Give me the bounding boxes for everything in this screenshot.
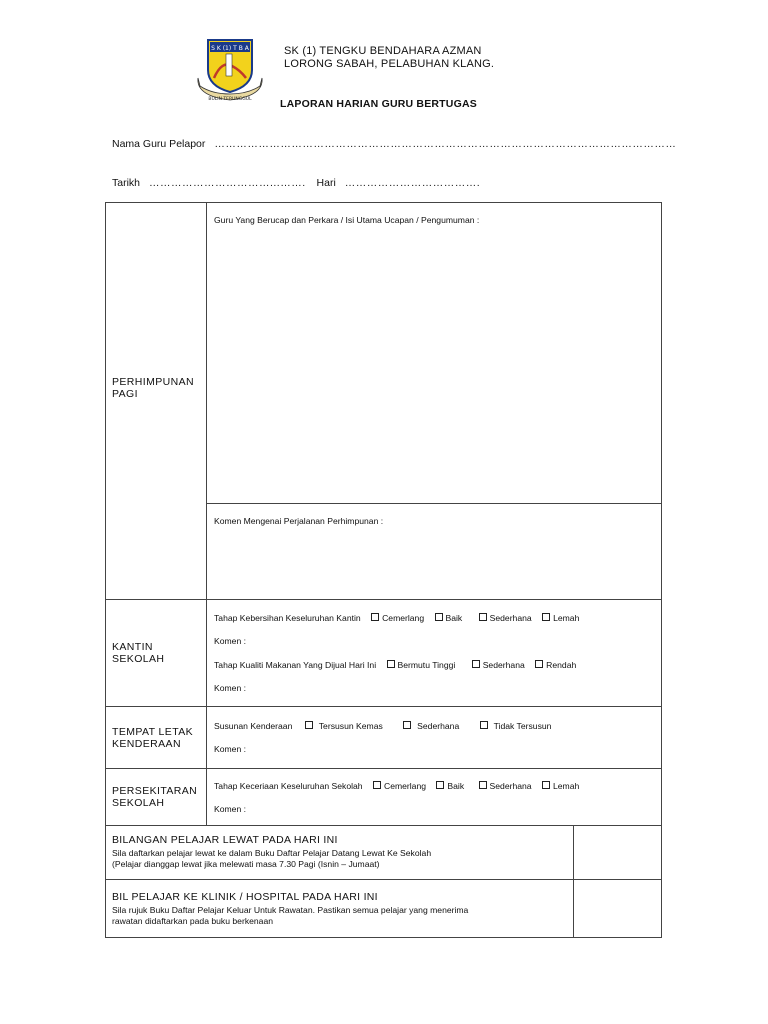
checkbox-sederhana[interactable] — [479, 613, 487, 621]
school-crest-logo — [188, 36, 272, 104]
checkbox-tersusun-kemas[interactable] — [305, 721, 313, 729]
checkbox-lemah[interactable] — [542, 781, 550, 789]
count-column-divider — [573, 825, 574, 938]
checkbox-tidak-tersusun[interactable] — [480, 721, 488, 729]
assembly-comment-input[interactable] — [208, 530, 660, 596]
option-label: Sederhana — [482, 660, 525, 670]
logo-top-text: S K (1) T B A — [211, 45, 249, 52]
option-label: Bermutu Tinggi — [397, 660, 456, 670]
clinic-students-count-input[interactable] — [575, 881, 660, 936]
assembly-label: PERHIMPUNAN PAGI — [112, 376, 194, 400]
checkbox-baik[interactable] — [435, 613, 443, 621]
assembly-speaker-input[interactable] — [208, 228, 660, 500]
checkbox-cemerlang[interactable] — [373, 781, 381, 789]
checkbox-cemerlang[interactable] — [371, 613, 379, 621]
reporter-dots: ……………………………………………………………………………………………………………… — [214, 138, 677, 150]
checkbox-lemah[interactable] — [542, 613, 550, 621]
column-divider — [206, 202, 207, 826]
canteen-food-label: Tahap Kualiti Makanan Yang Dijual Hari Ini — [214, 660, 377, 670]
clinic-students-note-1: Sila rujuk Buku Daftar Pelajar Keluar Untuk Rawatan. Pastikan semua pelajar yang menerima — [112, 905, 469, 915]
reporter-label: Nama Guru Pelapor — [112, 138, 206, 150]
checkbox-baik[interactable] — [436, 781, 444, 789]
day-dots: ………………………………. — [344, 177, 481, 189]
parking-label: TEMPAT LETAK KENDERAAN — [112, 726, 194, 750]
option-label: Cemerlang — [383, 781, 427, 791]
row-divider-1 — [105, 599, 662, 600]
option-label: Tersusun Kemas — [318, 721, 383, 731]
option-label: Sederhana — [489, 613, 532, 623]
canteen-comment-2[interactable]: Komen : — [214, 683, 247, 693]
checkbox-sederhana[interactable] — [472, 660, 480, 668]
parking-arrangement-row — [214, 721, 551, 731]
parking-arrangement-label: Susunan Kenderaan — [214, 721, 293, 731]
checkbox-sederhana[interactable] — [479, 781, 487, 789]
row-divider-4 — [105, 825, 662, 826]
row-divider-3 — [105, 768, 662, 769]
late-students-count-input[interactable] — [575, 827, 660, 877]
option-label: Lemah — [553, 613, 580, 623]
option-label: Sederhana — [417, 721, 460, 731]
checkbox-sederhana[interactable] — [403, 721, 411, 729]
clinic-students-note-2: rawatan didaftarkan pada buku berkenaan — [112, 916, 274, 926]
school-address: LORONG SABAH, PELABUHAN KLANG. — [284, 58, 495, 70]
assembly-comment-prompt: Komen Mengenai Perjalanan Perhimpunan : — [214, 516, 384, 526]
option-label: Rendah — [546, 660, 577, 670]
clinic-students-label: BIL PELAJAR KE KLINIK / HOSPITAL PADA HARI INI — [112, 891, 378, 903]
school-header — [284, 45, 494, 71]
late-students-note-1: Sila daftarkan pelajar lewat ke dalam Buku Daftar Pelajar Datang Lewat Ke Sekolah — [112, 848, 432, 858]
late-students-label: BILANGAN PELAJAR LEWAT PADA HARI INI — [112, 834, 338, 846]
canteen-comment-1[interactable]: Komen : — [214, 636, 247, 646]
environment-cheer-label: Tahap Keceriaan Keseluruhan Sekolah — [214, 781, 363, 791]
day-label: Hari — [316, 177, 336, 189]
row-divider-5 — [105, 879, 662, 880]
option-label: Sederhana — [489, 781, 532, 791]
checkbox-rendah[interactable] — [535, 660, 543, 668]
report-title: LAPORAN HARIAN GURU BERTUGAS — [280, 98, 477, 110]
option-label: Baik — [445, 613, 463, 623]
canteen-cleanliness-row — [214, 613, 579, 623]
option-label: Tidak Tersusun — [493, 721, 552, 731]
reporter-field[interactable] — [112, 138, 676, 150]
late-students-note-2: (Pelajar dianggap lewat jika melewati masa 7.30 Pagi (Isnin – Jumaat) — [112, 859, 380, 869]
date-dots: ……………………………...……. — [148, 177, 306, 189]
school-name: SK (1) TENGKU BENDAHARA AZMAN — [284, 45, 482, 57]
environment-cheer-row — [214, 781, 579, 791]
checkbox-bermutu-tinggi[interactable] — [387, 660, 395, 668]
environment-label: PERSEKITARAN SEKOLAH — [112, 785, 198, 809]
canteen-food-row — [214, 660, 576, 670]
option-label: Cemerlang — [382, 613, 425, 623]
date-label: Tarikh — [112, 177, 141, 189]
option-label: Lemah — [552, 781, 580, 791]
assembly-divider — [206, 503, 662, 504]
canteen-label: KANTIN SEKOLAH — [112, 641, 165, 665]
logo-motto: BULIN TERUNGGUL — [208, 97, 252, 102]
option-label: Baik — [447, 781, 465, 791]
assembly-speaker-prompt: Guru Yang Berucap dan Perkara / Isi Utama Ucapan / Pengumuman : — [214, 215, 480, 225]
date-field[interactable] — [112, 177, 480, 189]
canteen-cleanliness-label: Tahap Kebersihan Keseluruhan Kantin — [214, 613, 361, 623]
environment-comment[interactable]: Komen : — [214, 804, 247, 814]
parking-comment[interactable]: Komen : — [214, 744, 247, 754]
row-divider-2 — [105, 706, 662, 707]
